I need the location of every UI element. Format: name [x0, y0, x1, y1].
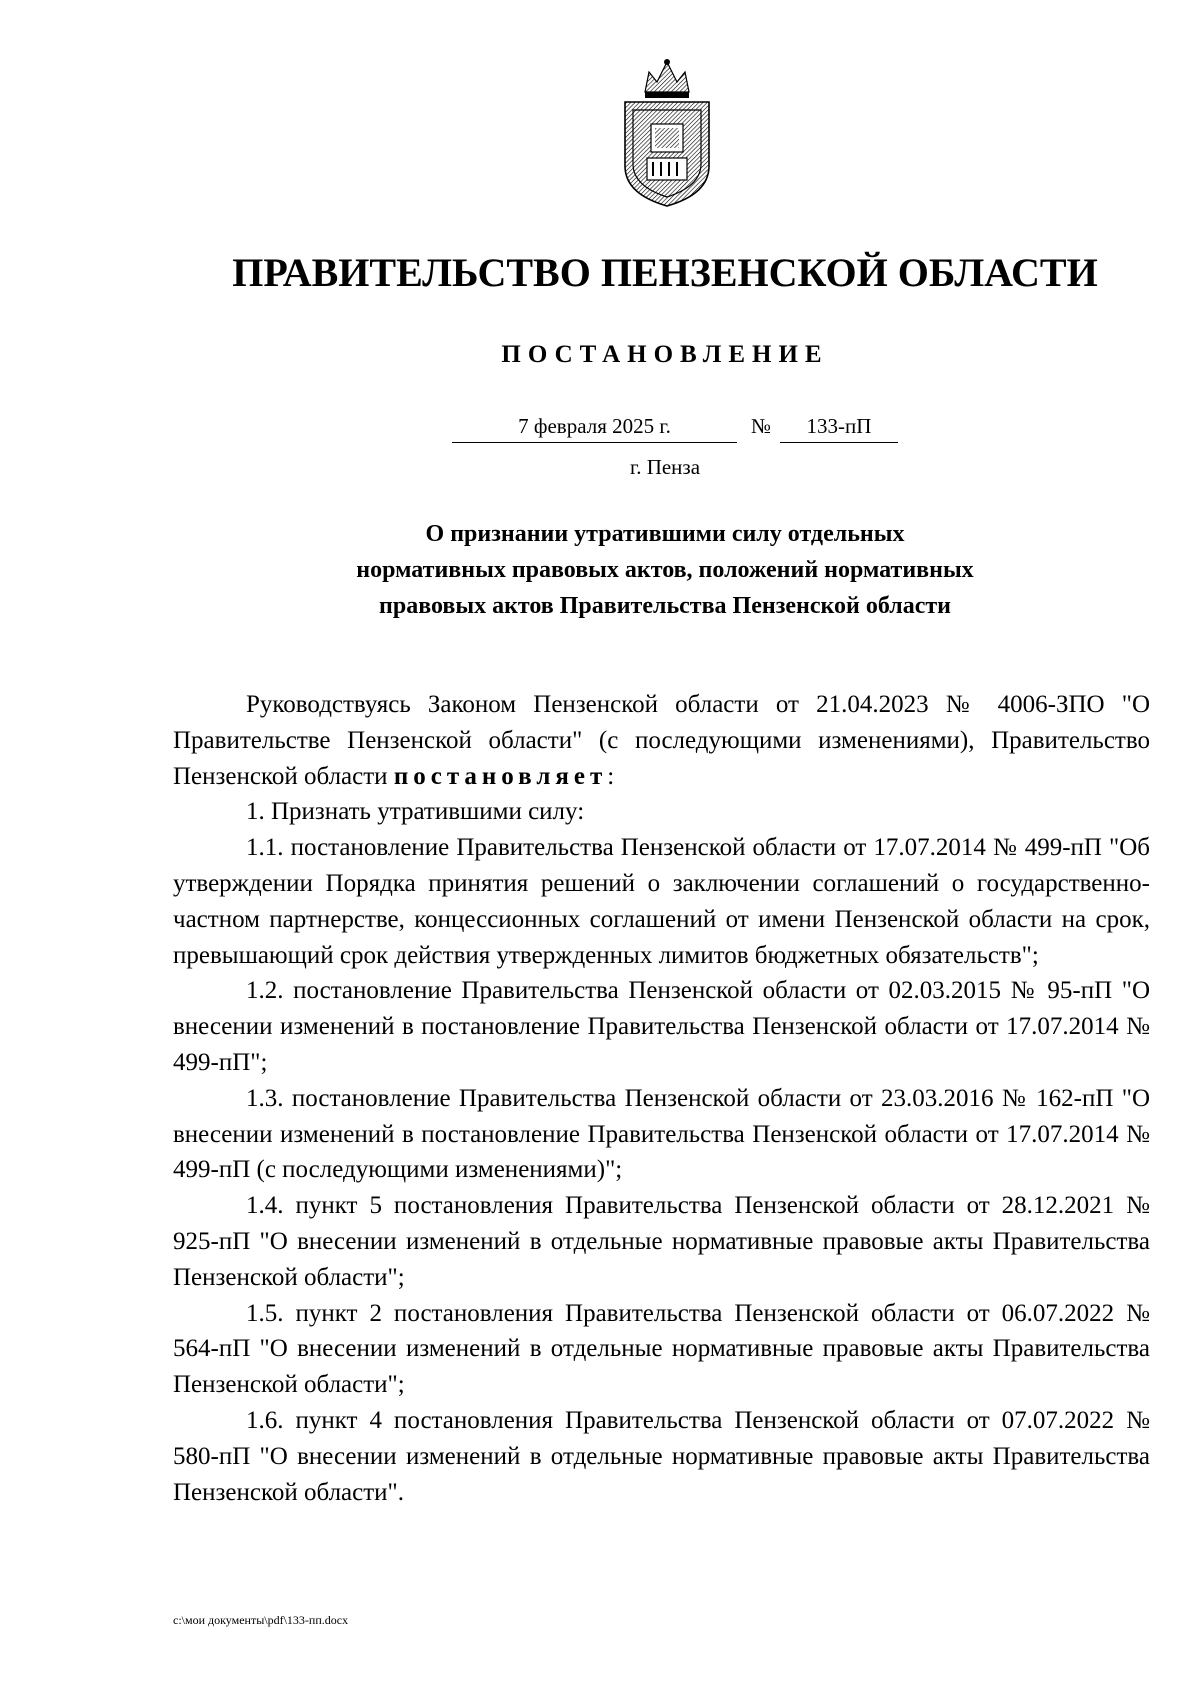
subject-line: нормативных правовых актов, положений нормативных [356, 557, 974, 583]
subject-line: правовых актов Правительства Пензенской области [379, 593, 951, 619]
coat-of-arms-icon [607, 58, 727, 208]
item-1-6: 1.6. пункт 4 постановления Правительства Пензенской области от 07.07.2022 № 580-пП "О внесении изменений в отдельные нормативные правовые акты Правительства Пензенской области". [173, 1406, 1150, 1506]
item-1-4: 1.4. пункт 5 постановления Правительства Пензенской области от 28.12.2021 № 925-пП "О внесении изменений в отдельные нормативные правовые акты Правительства Пензенской области"; [173, 1192, 1150, 1291]
document-subject [250, 516, 1080, 624]
preamble-end: : [607, 762, 615, 790]
item-1-3: 1.3. постановление Правительства Пензенской области от 23.03.2016 № 162-пП "О внесении изменений в постановление Правительства Пензенской области от 17.07.2014 № 499-пП (с последующими изменениями)"; [173, 1084, 1150, 1184]
item-1: 1. Признать утратившими силу: [246, 798, 585, 826]
document-type: ПОСТАНОВЛЕНИЕ [501, 341, 829, 368]
city: г. Пенза [629, 455, 701, 479]
document-number: 133-пП [780, 412, 898, 443]
document-date: 7 февраля 2025 г. [452, 412, 737, 443]
document-body [173, 687, 1150, 1510]
item-1-2: 1.2. постановление Правительства Пензенской области от 02.03.2015 № 95-пП "О внесении изменений в постановление Правительства Пензенской области от 17.07.2014 № 499-пП"; [173, 977, 1150, 1076]
item-1-1: 1.1. постановление Правительства Пензенской области от 17.07.2014 № 499-пП "Об утверждении Порядка принятия решений о заключении соглашений о государственно-частном партнерстве, концессионных соглашений от имени Пензенской области на срок, превышающий срок действия утвержденных лимитов бюджетных обязательств"; [173, 834, 1150, 969]
file-path-footer: c:\мои документы\pdf\133-пп.docx [173, 1613, 349, 1627]
subject-line: О признании утратившими силу отдельных [425, 521, 905, 547]
preamble-verb: постановляет [393, 762, 608, 790]
preamble-text: Руководствуясь Законом Пензенской области от 21.04.2023 № 4006-ЗПО "О Правительстве Пензенской области" (с последующими изменениями), Правительство Пензенской области [173, 691, 1150, 790]
preamble-paragraph [173, 687, 1150, 794]
number-sign: № [750, 414, 772, 438]
item-1-5: 1.5. пункт 2 постановления Правительства Пензенской области от 06.07.2022 № 564-пП "О внесении изменений в отдельные нормативные правовые акты Правительства Пензенской области"; [173, 1299, 1150, 1399]
government-title: ПРАВИТЕЛЬСТВО ПЕНЗЕНСКОЙ ОБЛАСТИ [232, 250, 1098, 295]
